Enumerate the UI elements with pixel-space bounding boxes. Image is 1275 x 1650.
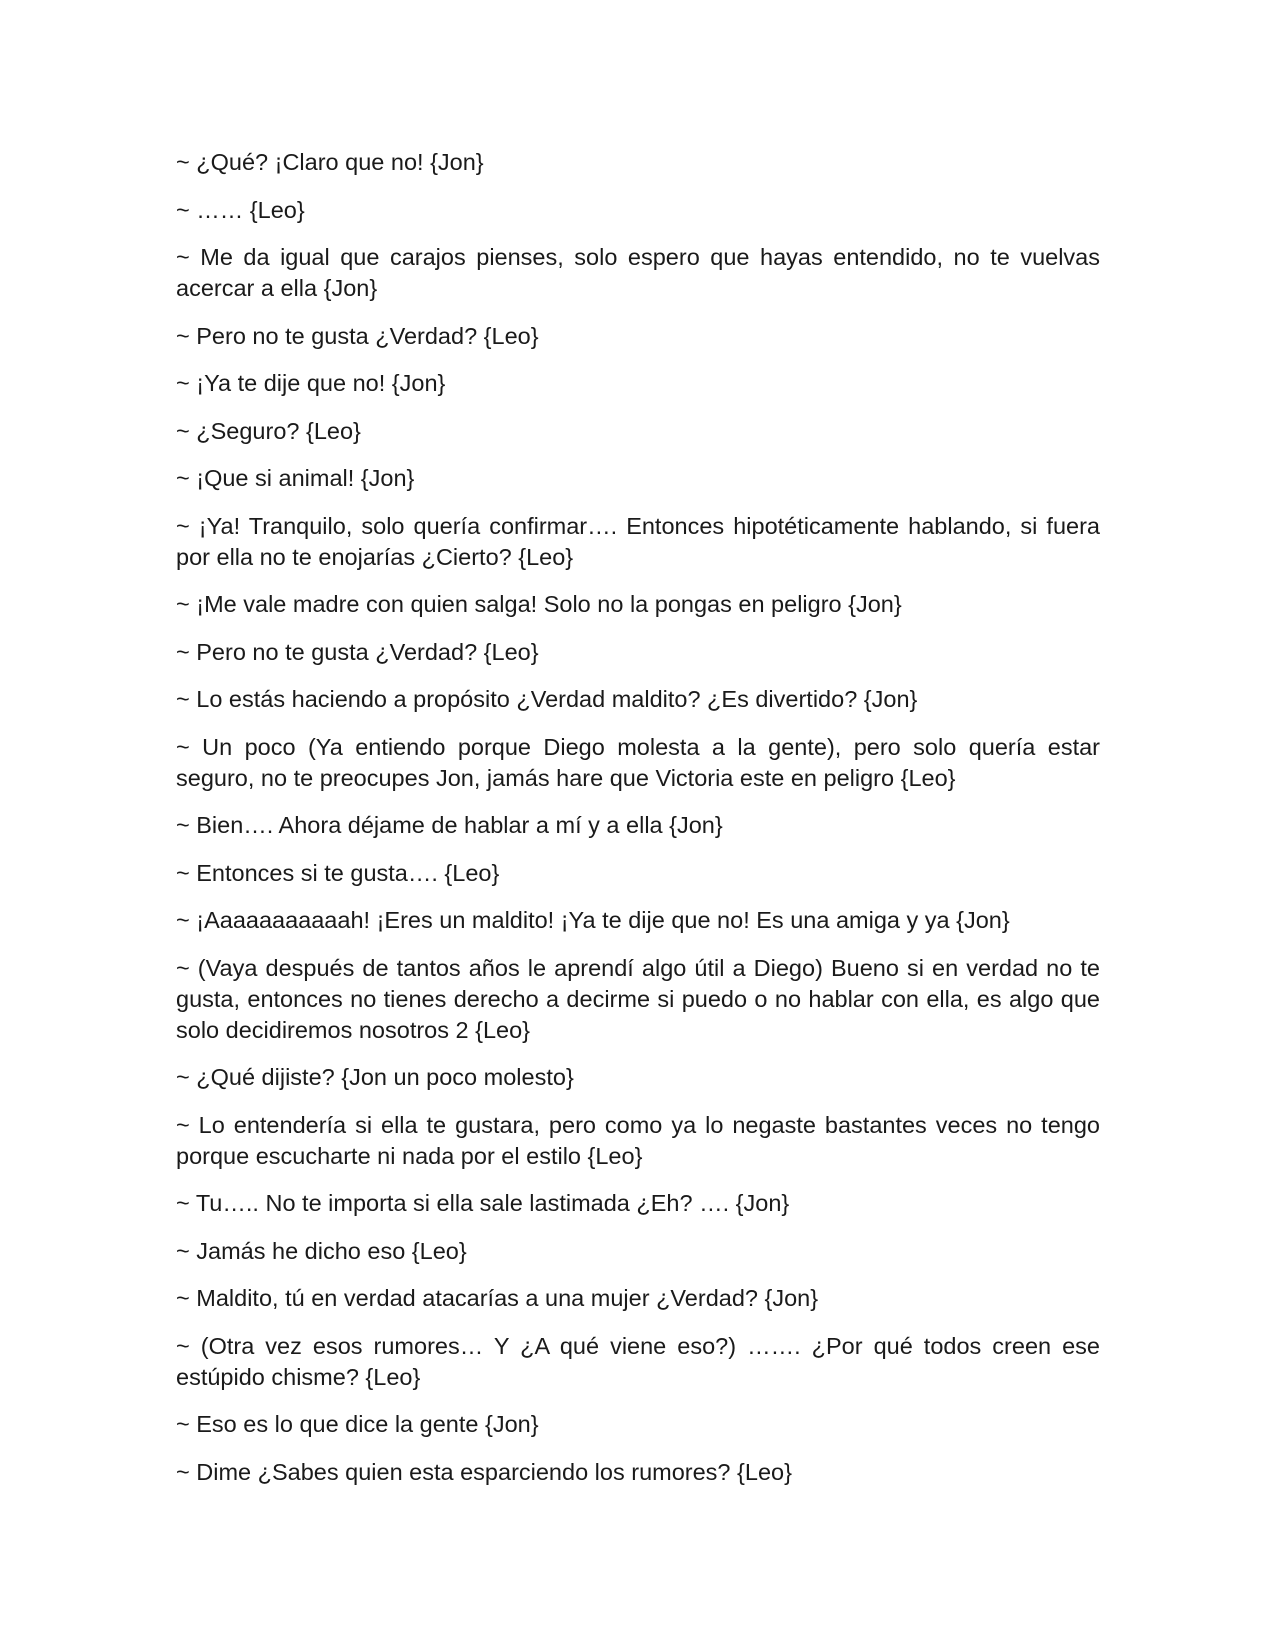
dialogue-line: ~ Eso es lo que dice la gente {Jon} <box>176 1411 539 1437</box>
dialogue-line: ~ ¡Me vale madre con quien salga! Solo no la pongas en peligro {Jon} <box>176 591 902 617</box>
dialogue-line: ~ Lo entendería si ella te gustara, pero como ya lo negaste bastantes veces no tengo porque escucharte ni nada por el estilo {Leo} <box>176 1111 1100 1169</box>
dialogue-line: ~ (Otra vez esos rumores… Y ¿A qué viene eso?) ……. ¿Por qué todos creen ese estúpido chisme? {Leo} <box>176 1332 1100 1390</box>
dialogue-line: ~ Bien…. Ahora déjame de hablar a mí y a ella {Jon} <box>176 812 723 838</box>
dialogue-line: ~ Me da igual que carajos pienses, solo espero que hayas entendido, no te vuelvas acercar a ella {Jon} <box>176 244 1100 301</box>
dialogue-line: ~ ¿Qué? ¡Claro que no! {Jon} <box>176 149 484 175</box>
dialogue-line: ~ ¡Que si animal! {Jon} <box>176 465 415 491</box>
dialogue-line: ~ Un poco (Ya entiendo porque Diego molesta a la gente), pero solo quería estar seguro, no te preocupes Jon, jamás hare que Victoria este en peligro {Leo} <box>176 733 1100 791</box>
dialogue-line: ~ Maldito, tú en verdad atacarías a una mujer ¿Verdad? {Jon} <box>176 1285 819 1311</box>
dialogue-line: ~ Jamás he dicho eso {Leo} <box>176 1237 467 1264</box>
dialogue-line: ~ Dime ¿Sabes quien esta esparciendo los rumores? {Leo} <box>176 1458 792 1485</box>
dialogue-line: ~ (Vaya después de tantos años le aprendí algo útil a Diego) Bueno si en verdad no te gusta, entonces no tienes derecho a decirme si puedo o no hablar con ella, es algo que solo decidiremos nosotros 2 {Leo} <box>176 954 1100 1043</box>
dialogue-line: ~ Pero no te gusta ¿Verdad? {Leo} <box>176 322 539 349</box>
dialogue-line: ~ ¡Ya te dije que no! {Jon} <box>176 370 446 396</box>
dialogue-line: ~ Tu….. No te importa si ella sale lastimada ¿Eh? …. {Jon} <box>176 1190 790 1216</box>
dialogue-line: ~ ¡Ya! Tranquilo, solo quería confirmar…. Entonces hipotéticamente hablando, si fuera por ella no te enojarías ¿Cierto? {Leo} <box>176 512 1100 570</box>
dialogue-line: ~ Pero no te gusta ¿Verdad? {Leo} <box>176 638 539 665</box>
dialogue-text <box>176 147 1100 1504</box>
dialogue-line: ~ Lo estás haciendo a propósito ¿Verdad maldito? ¿Es divertido? {Jon} <box>176 686 918 712</box>
dialogue-line: ~ ¿Qué dijiste? {Jon un poco molesto} <box>176 1064 574 1090</box>
dialogue-line: ~ …… {Leo} <box>176 196 305 223</box>
dialogue-line: ~ Entonces si te gusta…. {Leo} <box>176 859 500 886</box>
dialogue-line: ~ ¡Aaaaaaaaaaah! ¡Eres un maldito! ¡Ya te dije que no! Es una amiga y ya {Jon} <box>176 907 1010 933</box>
dialogue-line: ~ ¿Seguro? {Leo} <box>176 417 361 444</box>
